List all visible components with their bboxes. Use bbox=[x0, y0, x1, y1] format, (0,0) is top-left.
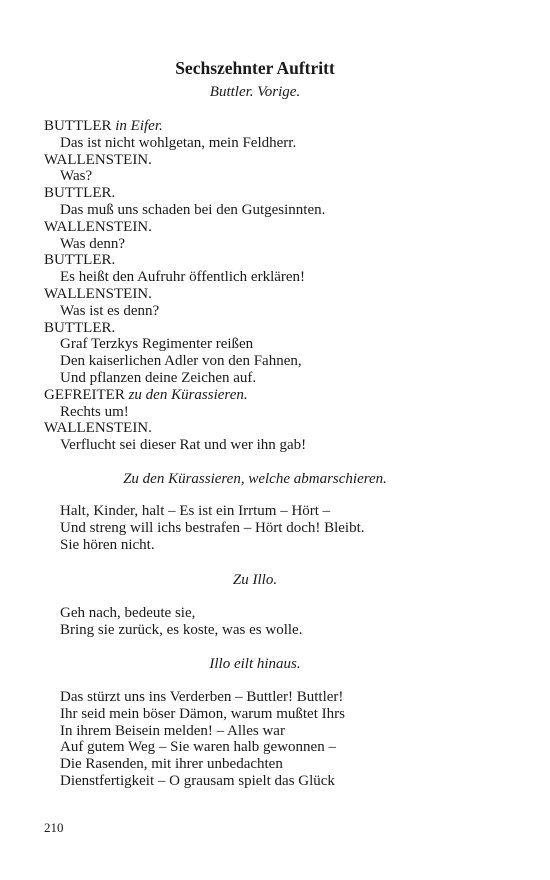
speaker-line bbox=[44, 219, 504, 236]
stage-direction: Zu Illo. bbox=[232, 572, 278, 588]
speaker-line bbox=[44, 387, 504, 404]
verse-line: Die Rasenden, mit ihrer unbedachten bbox=[60, 756, 283, 773]
verse-line: In ihrem Beisein melden! – Alles war bbox=[60, 722, 285, 739]
verse-line: Das stürzt uns ins Verderben – Buttler! Buttler! bbox=[60, 689, 344, 705]
verse-line: Halt, Kinder, halt – Es ist ein Irrtum – Hört – bbox=[60, 503, 331, 519]
verse-line: Ihr seid mein böser Dämon, warum mußtet Ihrs bbox=[60, 705, 345, 722]
verse-line: Verflucht sei dieser Rat und wer ihn gab! bbox=[60, 437, 307, 454]
speaker-name: WALLENSTEIN. bbox=[44, 218, 152, 235]
speaker-line bbox=[44, 286, 504, 303]
speaker-line bbox=[44, 118, 504, 135]
stage-direction: Zu den Kürassieren, welche abmarschieren. bbox=[123, 471, 387, 487]
verse-block bbox=[44, 605, 504, 639]
verse-line: Geh nach, bedeute sie, bbox=[60, 605, 196, 621]
verse-line: Was ist es denn? bbox=[60, 302, 160, 319]
verse-line: Den kaiserlichen Adler von den Fahnen, bbox=[60, 353, 302, 370]
verse-line: Rechts um! bbox=[60, 403, 129, 420]
speaker-name: GEFREITER bbox=[44, 386, 125, 403]
page-number: 210 bbox=[44, 820, 64, 835]
verse-line: Dienstfertigkeit – O grausam spielt das Glück bbox=[60, 772, 335, 789]
speaker-name: WALLENSTEIN. bbox=[44, 420, 152, 437]
verse-line: Bring sie zurück, es koste, was es wolle. bbox=[60, 621, 303, 638]
speaker-line bbox=[44, 152, 504, 169]
scene-title: Sechszehnter Auftritt bbox=[175, 58, 335, 78]
speaker-name: WALLENSTEIN. bbox=[44, 151, 152, 168]
speaker-line bbox=[44, 252, 504, 269]
stage-direction: Illo eilt hinaus. bbox=[209, 656, 301, 672]
verse-line: Das muß uns schaden bei den Gutgesinnten. bbox=[60, 201, 326, 218]
dialog-block bbox=[44, 118, 504, 454]
scene-persons: Buttler. Vorige. bbox=[209, 84, 301, 100]
speaker-direction: zu den Kürassieren. bbox=[128, 386, 248, 403]
verse-line: Was denn? bbox=[60, 235, 126, 252]
verse-line: Graf Terzkys Regimenter reißen bbox=[60, 336, 254, 353]
speaker-direction: in Eifer. bbox=[115, 118, 163, 134]
speaker-name: BUTTLER bbox=[44, 118, 112, 134]
speaker-line bbox=[44, 185, 504, 202]
verse-block bbox=[44, 503, 504, 553]
speaker-line bbox=[44, 420, 504, 437]
speaker-name: WALLENSTEIN. bbox=[44, 285, 152, 302]
speaker-line bbox=[44, 320, 504, 337]
verse-line: Und streng will ichs bestrafen – Hört doch! Bleibt. bbox=[60, 519, 365, 536]
speaker-name: BUTTLER. bbox=[44, 252, 116, 269]
verse-line: Auf gutem Weg – Sie waren halb gewonnen – bbox=[60, 739, 336, 756]
verse-line: Es heißt den Aufruhr öffentlich erklären! bbox=[60, 269, 306, 286]
speaker-name: BUTTLER. bbox=[44, 185, 116, 202]
verse-line: Sie hören nicht. bbox=[60, 536, 155, 553]
verse-line: Was? bbox=[60, 168, 93, 185]
speaker-name: BUTTLER. bbox=[44, 319, 116, 336]
verse-block bbox=[44, 689, 504, 790]
verse-line: Und pflanzen deine Zeichen auf. bbox=[60, 369, 257, 386]
verse-line: Das ist nicht wohlgetan, mein Feldherr. bbox=[60, 134, 297, 151]
